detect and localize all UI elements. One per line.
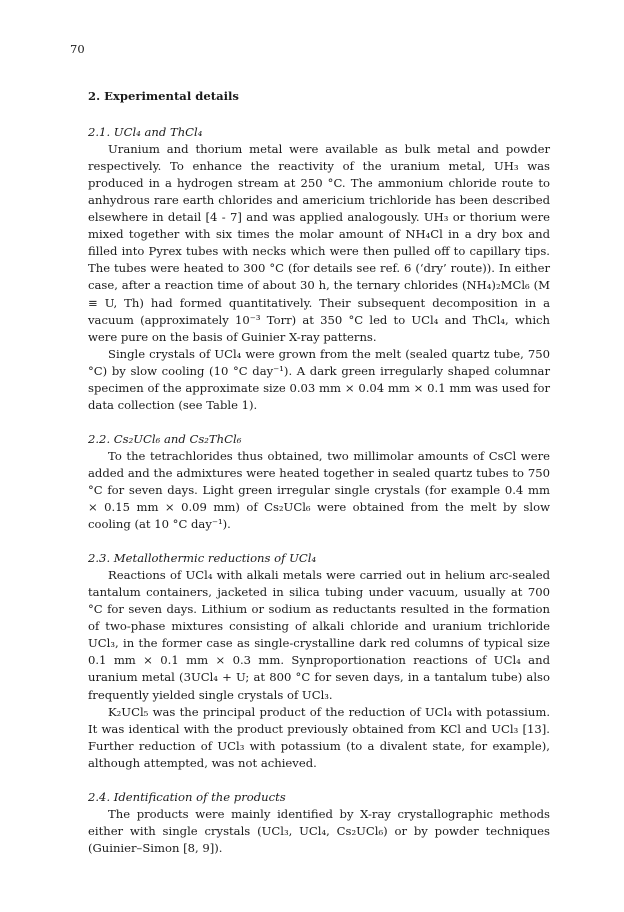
paragraph-2-1-b: Single crystals of UCl₄ were grown from the melt (sealed quartz tube, 750 °C) by slow cooling (10 °C day⁻¹). A dark green irregularly shaped columnar specimen of the approximate size 0.03 mm × 0.04 mm × 0.1 mm was used for data collection (see Table 1). (88, 346, 550, 412)
subsection-title-2-2: 2.2. Cs₂UCl₆ and Cs₂ThCl₆ (88, 431, 242, 446)
paragraph-2-3-a: Reactions of UCl₄ with alkali metals were carried out in helium arc-sealed tantalum containers, jacketed in silica tubing under vacuum, usually at 700 °C for seven days. Lithium or sodium as reductants resulted in the formation of two-phase mixtures consisting of alkali chloride and uranium trichloride UCl₃, in the former case as single-crystalline dark red columns of typical size 0.1 mm × 0.1 mm × 0.3 mm. Synproportionation reactions of UCl₄ and uranium metal (3UCl₄ + U; at 800 °C for seven days, in a tantalum tube) also frequently yielded single crystals of UCl₃. (88, 568, 550, 702)
main-text (88, 88, 550, 857)
subsection-title-2-1: 2.1. UCl₄ and ThCl₄ (88, 125, 203, 140)
page-number: 70 (70, 42, 85, 56)
subsection-title-2-3: 2.3. Metallothermic reductions of UCl₄ (88, 551, 317, 566)
paragraph-2-1-a: Uranium and thorium metal were available as bulk metal and powder respectively. To enhance the reactivity of the uranium metal, UH₃ was produced in a hydrogen stream at 250 °C. The ammonium chloride route to anhydrous rare earth chlorides and americium trichloride has been described elsewhere in detail [4 - 7] and was applied analogously. UH₃ or thorium were mixed together with six times the molar amount of NH₄Cl in a dry box and filled into Pyrex tubes with necks which were then pulled off to capillary tips. The tubes were heated to 300 °C (for details see ref. 6 (‘dry’ route)). In either case, after a reaction time of about 30 h, the ternary chlorides (NH₄)₂MCl₆ (M ≡ U, Th) had formed quantitatively. Their subsequent decomposition in a vacuum (approximately 10⁻³ Torr) at 350 °C led to UCl₄ and ThCl₄, which were pure on the basis of Guinier X-ray patterns. (88, 142, 550, 344)
section-heading: 2. Experimental details (88, 89, 239, 103)
paragraph-2-4-a: The products were mainly identified by X-ray crystallographic methods either with single crystals (UCl₃, UCl₄, Cs₂UCl₆) or by powder techniques (Guinier–Simon [8, 9]). (88, 806, 550, 855)
paragraph-2-3-b: K₂UCl₅ was the principal product of the reduction of UCl₄ with potassium. It was identical with the product previously obtained from KCl and UCl₃ [13]. Further reduction of UCl₃ with potassium (to a divalent state, for example), although attempted, was not achieved. (88, 704, 550, 770)
paragraph-2-2-a: To the tetrachlorides thus obtained, two millimolar amounts of CsCl were added and the admixtures were heated together in sealed quartz tubes to 750 °C for seven days. Light green irregular single crystals (for example 0.4 mm × 0.15 mm × 0.09 mm) of Cs₂UCl₆ were obtained from the melt by slow cooling (at 10 °C day⁻¹). (88, 448, 550, 532)
subsection-title-2-4: 2.4. Identification of the products (88, 789, 286, 804)
